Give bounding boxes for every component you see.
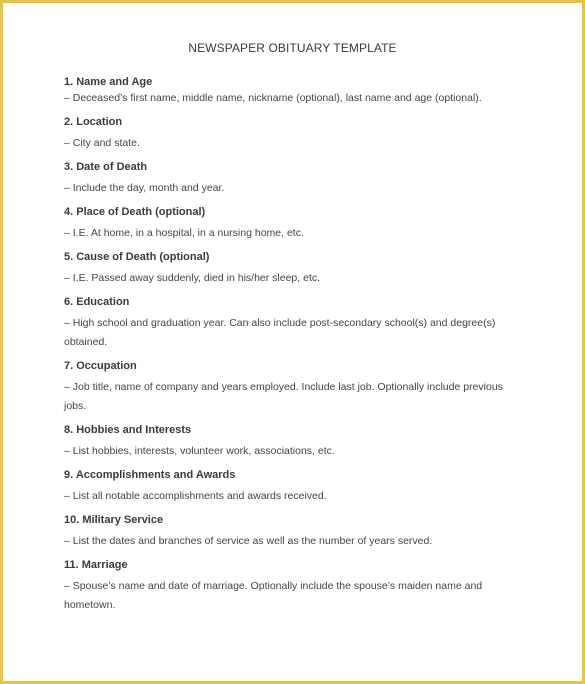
section-text: – List hobbies, interests, volunteer work, associations, etc. (64, 445, 335, 457)
section-text: – High school and graduation year. Can also include post-secondary school(s) and degree(s) obtained. (64, 317, 496, 348)
section-heading: 7. Occupation (64, 360, 137, 372)
section-text: – Deceased’s first name, middle name, nickname (optional), last name and age (optional). (64, 92, 482, 104)
section-text: – I.E. At home, in a hospital, in a nursing home, etc. (64, 227, 304, 239)
section-text: – List the dates and branches of service as well as the number of years served. (64, 535, 433, 547)
section-education (64, 295, 524, 352)
section-location (64, 115, 524, 153)
section-text: – I.E. Passed away suddenly, died in his/her sleep, etc. (64, 272, 321, 284)
section-text: – Job title, name of company and years employed. Include last job. Optionally include previous jobs. (64, 381, 503, 412)
section-text: – Include the day, month and year. (64, 182, 225, 194)
section-list (64, 75, 524, 615)
document-title: NEWSPAPER OBITUARY TEMPLATE (188, 41, 397, 55)
section-heading: 11. Marriage (64, 559, 128, 571)
section-heading: 5. Cause of Death (optional) (64, 251, 210, 263)
section-heading: 4. Place of Death (optional) (64, 206, 206, 218)
section-military-service (64, 513, 524, 551)
section-place-of-death (64, 205, 524, 243)
section-text: – City and state. (64, 137, 140, 149)
section-heading: 10. Military Service (64, 514, 164, 526)
section-heading: 6. Education (64, 296, 130, 308)
section-cause-of-death (64, 250, 524, 288)
section-heading: 9. Accomplishments and Awards (64, 469, 236, 481)
section-text: – List all notable accomplishments and awards received. (64, 490, 327, 502)
section-heading: 2. Location (64, 116, 123, 128)
section-occupation (64, 359, 524, 416)
section-hobbies-and-interests (64, 423, 524, 461)
section-heading: 3. Date of Death (64, 161, 148, 173)
section-text: – Spouse’s name and date of marriage. Optionally include the spouse’s maiden name and hometown. (64, 580, 483, 611)
section-marriage (64, 558, 524, 615)
section-heading: 8. Hobbies and Interests (64, 424, 192, 436)
section-name-and-age (64, 75, 524, 108)
section-date-of-death (64, 160, 524, 198)
section-heading: 1. Name and Age (64, 76, 153, 88)
document-page (3, 3, 582, 681)
section-accomplishments-and-awards (64, 468, 524, 506)
